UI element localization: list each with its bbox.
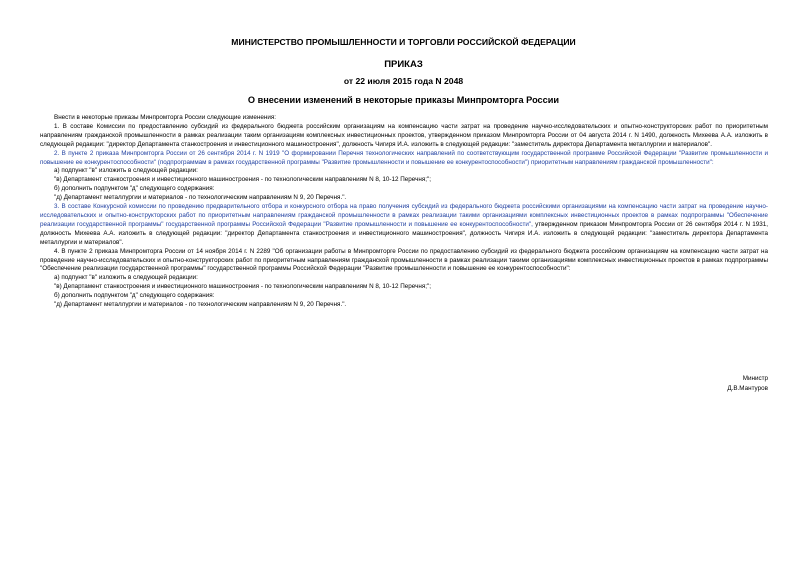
signature-title: Министр [742, 375, 768, 382]
item-2-link[interactable]: 2. В пункте 2 приказа Минпромторга России от 26 сентября 2014 г. N 1919 "О формировании Перечня технологических направлений по соответствующим государственной программе Российской Федерации "Развитие промышленности и повышение ее конкурентоспособности" (подпрограммам в рамках государственной программы "Развитие промышленности и повышение ее конкурентоспособности") приоритетным направлениям гражданской промышленности": [40, 149, 768, 166]
item-4-subitem-b: б) дополнить подпунктом "д" следующего содержания: [54, 292, 215, 300]
item-4-subitem-a: а) подпункт "в" изложить в следующей редакции: [54, 274, 198, 282]
item-3-paragraph [40, 203, 768, 248]
intro-paragraph: Внести в некоторые приказы Минпромторга России следующие изменения: [54, 114, 277, 121]
item-2-subitem-b-text: "д) Департамент металлургии и материалов - по технологическим направлениям N 9, 20 Перечня.". [54, 194, 347, 202]
item-1-paragraph: 1. В составе Комиссии по предоставлению субсидий из федерального бюджета российским организациям на компенсацию части затрат на проведение научно-исследовательских и опытно-конструкторских работ по приоритетным направлениям гражданской промышленности в рамках реализации таким организациям комплексных инвестиционных проектов, утвержденном приказом Минпромторга России от 04 августа 2014 г. N 1490, должность Михеева А.А. изложить в следующей редакции: "директор Департамента станкостроения и инвестиционного машиностроения", должность Чигиря И.А. изложить в следующей редакции: "заместитель директора Департамента металлургии и материалов". [40, 122, 768, 148]
item-4-subitem-a-text: "в) Департамент станкостроения и инвестиционного машиностроения - по технологическим направлениям N 8, 10-12 Перечня;"; [54, 283, 431, 291]
signature-name: Д.В.Мантуров [727, 385, 768, 392]
item-2-subitem-b: б) дополнить подпунктом "д" следующего содержания: [54, 185, 215, 193]
item-4-paragraph: 4. В пункте 2 приказа Минпромторга России от 14 ноября 2014 г. N 2289 "Об организации работы в Минпромторге России по предоставлению субсидий из федерального бюджета российским организациям на компенсацию части затрат на проведение научно-исследовательских и опытно-конструкторских работ по приоритетным направлениям гражданской промышленности в рамках реализации такими организациями комплексных инвестиционных проектов в рамках подпрограммы "Обеспечение реализации государственной программы" государственной программы Российской Федерации "Развитие промышленности и повышение ее конкурентоспособности": [40, 247, 768, 273]
document-body [40, 114, 768, 310]
ministry-title: МИНИСТЕРСТВО ПРОМЫШЛЕННОСТИ И ТОРГОВЛИ РОССИЙСКОЙ ФЕДЕРАЦИИ [231, 37, 576, 47]
document-subject: О внесении изменений в некоторые приказы Минпромторга России [247, 95, 560, 105]
item-2-paragraph [40, 150, 768, 168]
item-3-link[interactable]: 3. В составе Конкурсной комиссии по проведению предварительного отбора и конкурсного отбора на право получения субсидий из федерального бюджета российскими организациями на компенсацию части затрат на проведение научно-исследовательских и опытно-конструкторских работ по приоритетным направлениям гражданской промышленности в рамках реализации такими организациями комплексных инвестиционных проектов в рамках подпрограммы "Обеспечение реализации государственной программы" государственной программы Российской Федерации "Развитие промышленности и повышение ее конкурентоспособности", [40, 203, 768, 228]
document-date-number: от 22 июля 2015 года N 2048 [343, 76, 464, 86]
item-4-subitem-b-text: "д) Департамент металлургии и материалов - по технологическим направлениям N 9, 20 Перечня.". [54, 301, 347, 309]
item-2-subitem-a: а) подпункт "в" изложить в следующей редакции: [54, 167, 198, 175]
item-3-rest: утвержденном приказом Минпромторга России от 26 сентября 2014 г. N 1931, должность Михеева А.А. изложить в следующей редакции: "директор Департамента станкостроения и инвестиционного машиностроения", должность Чигиря И.А. изложить в следующей редакции: "заместитель директора Департамента металлургии и материалов". [40, 220, 768, 246]
item-2-subitem-a-text: "в) Департамент станкостроения и инвестиционного машиностроения - по технологическим направлениям N 8, 10-12 Перечня;"; [54, 176, 431, 184]
document-type: ПРИКАЗ [384, 59, 423, 70]
